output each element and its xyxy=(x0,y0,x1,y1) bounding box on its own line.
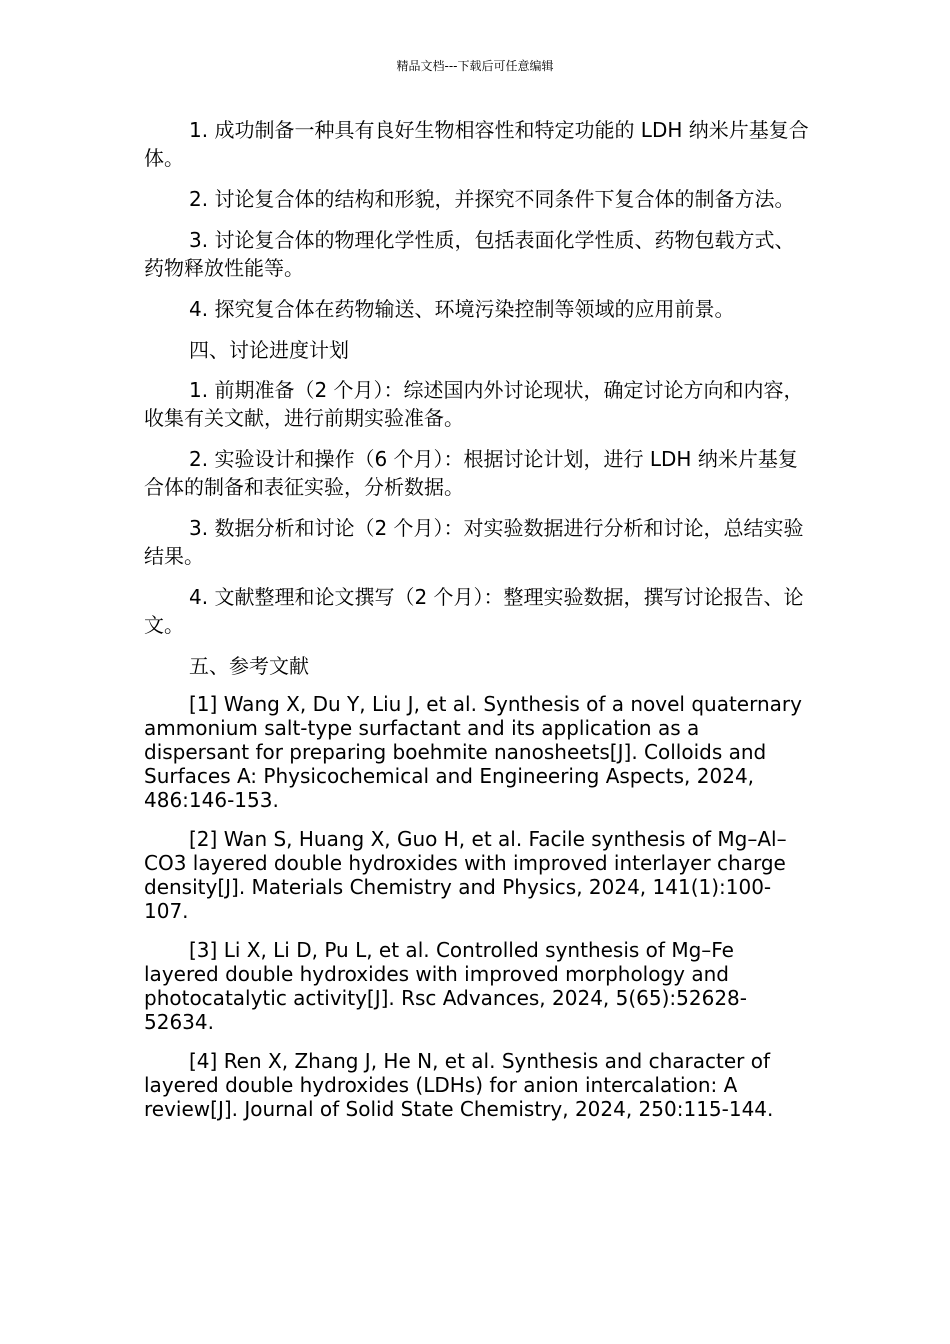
objective-item: 1. 成功制备一种具有良好生物相容性和特定功能的 LDH 纳米片基复合体。 xyxy=(144,118,809,170)
schedule-item: 4. 文献整理和论文撰写（2 个月）：整理实验数据，撰写讨论报告、论文。 xyxy=(144,585,804,637)
schedule-item: 3. 数据分析和讨论（2 个月）：对实验数据进行分析和讨论，总结实验结果。 xyxy=(144,516,804,568)
schedule-item: 1. 前期准备（2 个月）：综述国内外讨论现状，确定讨论方向和内容，收集有关文献，进行前期实验准备。 xyxy=(144,378,804,430)
reference-item: [3] Li X, Li D, Pu L, et al. Controlled synthesis of Mg–Fe layered double hydroxides with improved morphology and photocatalytic activity[J]. Rsc Advances, 2024, 5(65):52628-52634. xyxy=(144,938,747,1034)
reference-item: [4] Ren X, Zhang J, He N, et al. Synthesis and character of layered double hydroxides (LDHs) for anion intercalation: A review[J]. Journal of Solid State Chemistry, 2024, 250:115-144. xyxy=(144,1049,774,1121)
page-header: 精品文档---下载后可任意编辑 xyxy=(396,59,554,73)
section-heading-references: 五、参考文献 xyxy=(189,654,309,678)
document-body xyxy=(144,116,809,1136)
schedule-item: 2. 实验设计和操作（6 个月）：根据讨论计划，进行 LDH 纳米片基复合体的制备和表征实验，分析数据。 xyxy=(144,447,798,499)
objective-item: 3. 讨论复合体的物理化学性质，包括表面化学性质、药物包载方式、药物释放性能等。 xyxy=(144,228,795,280)
objective-item: 4. 探究复合体在药物输送、环境污染控制等领域的应用前景。 xyxy=(189,297,735,321)
reference-item: [1] Wang X, Du Y, Liu J, et al. Synthesis of a novel quaternary ammonium salt-type surfactant and its application as a dispersant for preparing boehmite nanosheets[J]. Colloids and Surfaces A: Physicochemical and Engineering Aspects, 2024, 486:146-153. xyxy=(144,692,802,812)
objective-item: 2. 讨论复合体的结构和形貌，并探究不同条件下复合体的制备方法。 xyxy=(189,187,795,211)
section-heading-schedule: 四、讨论进度计划 xyxy=(189,338,349,362)
reference-item: [2] Wan S, Huang X, Guo H, et al. Facile synthesis of Mg–Al–CO3 layered double hydroxides with improved interlayer charge density[J]. Materials Chemistry and Physics, 2024, 141(1):100-107. xyxy=(144,827,787,923)
